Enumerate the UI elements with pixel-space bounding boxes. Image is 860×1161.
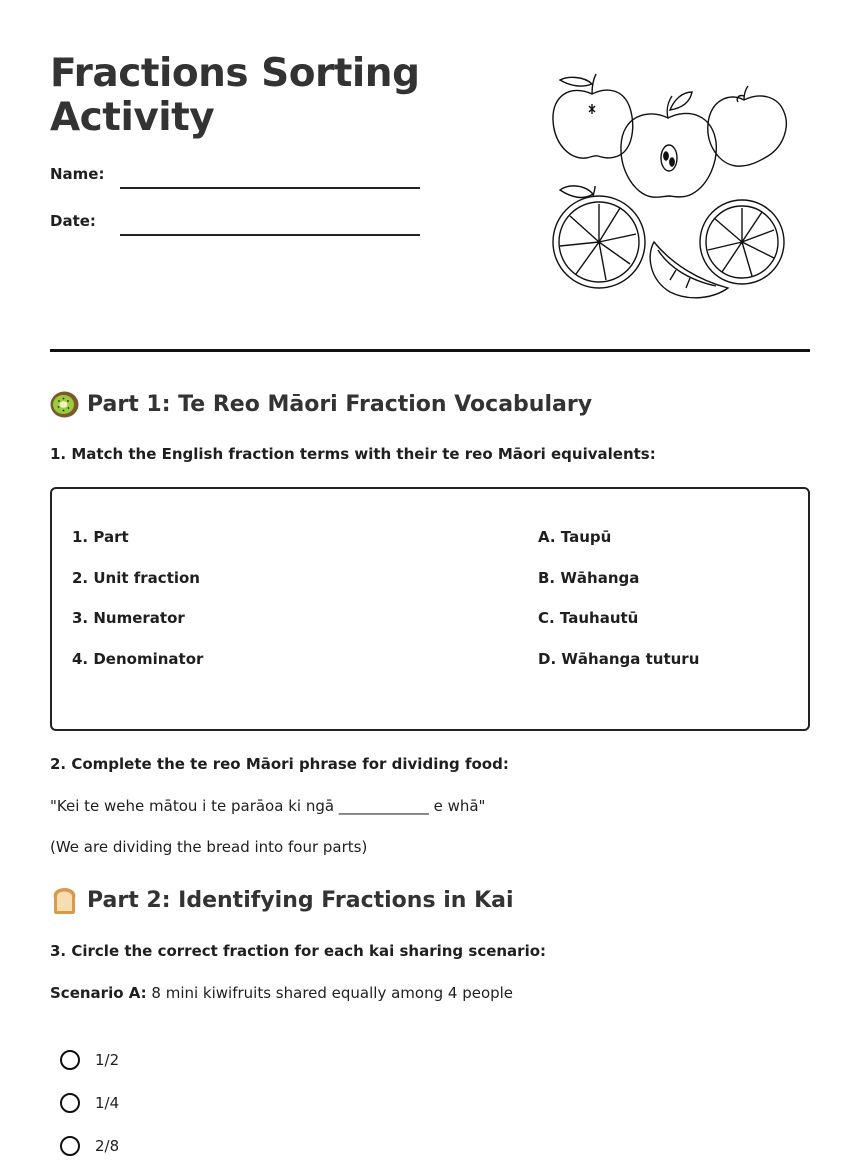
option-label: 1/2 xyxy=(95,1051,120,1069)
orange-slice-icon xyxy=(700,200,784,284)
question-3: 3. Circle the correct fraction for each kai sharing scenario: xyxy=(50,942,547,960)
matching-box xyxy=(50,487,810,731)
fruit-illustration xyxy=(548,66,790,306)
scenario-label: Scenario A: xyxy=(50,984,147,1002)
option-label: 2/8 xyxy=(95,1137,120,1155)
date-field[interactable] xyxy=(120,234,420,236)
scenario-text: 8 mini kiwifruits shared equally among 4 people xyxy=(146,984,514,1002)
part2-heading xyxy=(50,886,514,915)
match-left-item: 1. Part xyxy=(72,528,129,546)
apple-icon xyxy=(708,86,786,166)
radio-circle[interactable] xyxy=(60,1093,80,1113)
option-row[interactable] xyxy=(60,1136,119,1156)
match-left-item: 4. Denominator xyxy=(72,650,204,668)
orange-wedge-icon xyxy=(650,242,728,298)
section-divider xyxy=(50,349,810,352)
scenario-a xyxy=(50,984,513,1002)
name-label: Name: xyxy=(50,165,105,183)
part1-heading-text: Part 1: Te Reo Māori Fraction Vocabulary xyxy=(87,392,593,417)
phrase-translation: (We are dividing the bread into four parts) xyxy=(50,838,368,856)
option-row[interactable] xyxy=(60,1050,119,1070)
match-left-item: 3. Numerator xyxy=(72,609,185,627)
question-1: 1. Match the English fraction terms with their te reo Māori equivalents: xyxy=(50,445,656,463)
kiwifruit-icon xyxy=(50,390,79,419)
name-field[interactable] xyxy=(120,187,420,189)
option-row[interactable] xyxy=(60,1093,119,1113)
match-right-item: B. Wāhanga xyxy=(538,569,640,587)
maori-phrase: "Kei te wehe mātou i te parāoa ki ngā ____________ e whā" xyxy=(50,797,486,815)
page-title: Fractions Sorting Activity xyxy=(50,51,420,140)
match-right-item: D. Wāhanga tuturu xyxy=(538,650,700,668)
match-left-item: 2. Unit fraction xyxy=(72,569,200,587)
radio-circle[interactable] xyxy=(60,1136,80,1156)
orange-slice-icon xyxy=(553,186,645,288)
radio-circle[interactable] xyxy=(60,1050,80,1070)
match-right-item: A. Taupū xyxy=(538,528,612,546)
part2-heading-text: Part 2: Identifying Fractions in Kai xyxy=(87,888,514,913)
bread-icon xyxy=(50,886,79,915)
question-2: 2. Complete the te reo Māori phrase for dividing food: xyxy=(50,755,509,773)
match-right-item: C. Tauhautū xyxy=(538,609,639,627)
date-label: Date: xyxy=(50,212,96,230)
apple-half-icon xyxy=(621,92,716,197)
option-label: 1/4 xyxy=(95,1094,120,1112)
part1-heading xyxy=(50,390,592,419)
